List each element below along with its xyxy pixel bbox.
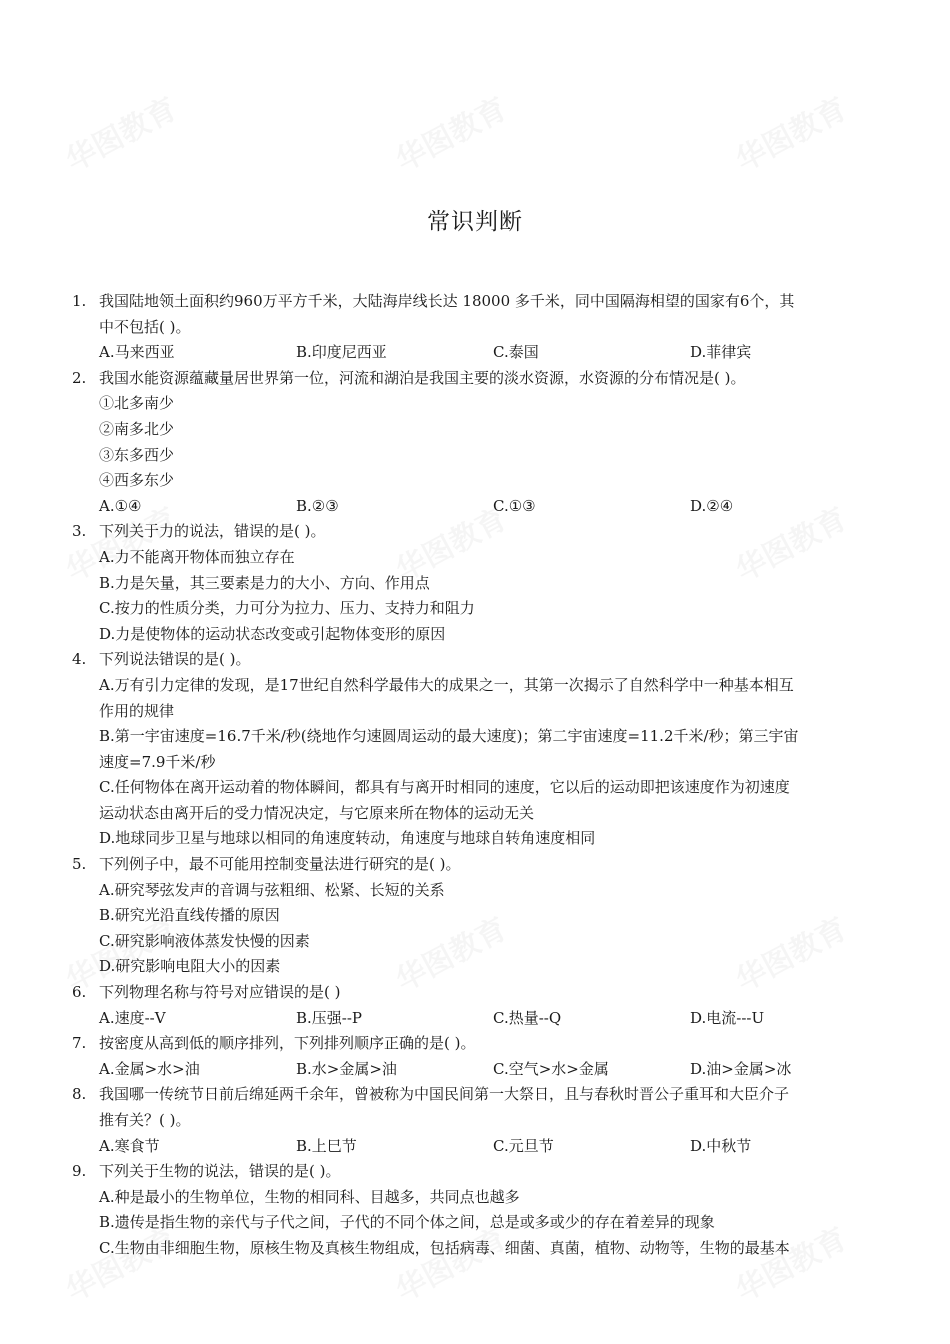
question-4 bbox=[72, 647, 880, 852]
option-c[interactable]: C.按力的性质分类，力可分为拉力、压力、支持力和阻力 bbox=[99, 599, 475, 618]
option-c[interactable]: C.元旦节 bbox=[493, 1136, 554, 1155]
option-a[interactable]: A.研究琴弦发声的音调与弦粗细、松紧、长短的关系 bbox=[99, 880, 445, 899]
question-number: 3. bbox=[72, 522, 87, 541]
option-b[interactable]: B.遗传是指生物的亲代与子代之间，子代的不同个体之间，总是或多或少的存在着差异的现象 bbox=[99, 1213, 715, 1232]
option-d[interactable]: D.菲律宾 bbox=[690, 343, 752, 362]
option-text: B.第一宇宙速度=16.7千米/秒(绕地作匀速圆周运动的最大速度)；第二宇宙速度=11.2千米/秒；第三宇宙 bbox=[99, 727, 799, 746]
option-c[interactable]: C.热量--Q bbox=[493, 1008, 562, 1027]
option-d[interactable]: D.②④ bbox=[690, 496, 734, 515]
option-c[interactable]: C.泰国 bbox=[493, 343, 539, 362]
watermark-text bbox=[57, 84, 184, 179]
option-c[interactable] bbox=[99, 775, 880, 826]
question-7 bbox=[72, 1031, 880, 1082]
question-list bbox=[72, 289, 880, 1262]
option-row bbox=[99, 1006, 880, 1032]
option-text: 运动状态由离开后的受力情况决定，与它原来所在物体的运动无关 bbox=[99, 803, 535, 822]
option-text: A.万有引力定律的发现，是17世纪自然科学最伟大的成果之一，其第一次揭示了自然科学中一种基本相互 bbox=[99, 675, 794, 694]
question-stem: 我国水能资源蕴藏量居世界第一位，河流和湖泊是我国主要的淡水资源，水资源的分布情况是( )。 bbox=[99, 368, 746, 387]
question-stem: 我国陆地领土面积约960万平方千米，大陆海岸线长达 18000 多千米，同中国隔海相望的国家有6个，其 bbox=[99, 292, 795, 310]
option-text: 速度=7.9千米/秒 bbox=[99, 752, 216, 771]
option-a[interactable]: A.金属>水>油 bbox=[99, 1059, 200, 1078]
question-stem: 按密度从高到低的顺序排列，下列排列顺序正确的是( )。 bbox=[99, 1034, 476, 1053]
option-a[interactable]: A.力不能离开物体而独立存在 bbox=[99, 547, 295, 566]
question-stem: 下列物理名称与符号对应错误的是( ) bbox=[99, 983, 341, 1002]
statement-item: ②南多北少 bbox=[99, 419, 175, 438]
option-row bbox=[99, 1057, 880, 1083]
question-stem: 下列例子中，最不可能用控制变量法进行研究的是( )。 bbox=[99, 855, 461, 874]
option-d[interactable]: D.中秋节 bbox=[690, 1136, 752, 1155]
question-stem: 下列关于生物的说法，错误的是( )。 bbox=[99, 1162, 341, 1181]
option-row bbox=[99, 340, 880, 366]
option-text: 作用的规律 bbox=[99, 701, 175, 720]
option-a[interactable]: A.速度--V bbox=[99, 1008, 166, 1027]
watermark-text bbox=[387, 84, 514, 179]
option-text: D.地球同步卫星与地球以相同的角速度转动，角速度与地球自转角速度相同 bbox=[99, 829, 596, 848]
page-title: 常识判断 bbox=[427, 209, 523, 235]
question-stem: 我国哪一传统节日前后绵延两千余年，曾被称为中国民间第一大祭日，且与春秋时晋公子重耳和大臣介子 bbox=[99, 1085, 790, 1104]
statement-item: ③东多西少 bbox=[99, 445, 175, 464]
question-8 bbox=[72, 1082, 880, 1159]
option-b[interactable]: B.研究光沿直线传播的原因 bbox=[99, 906, 280, 925]
option-d[interactable]: D.油>金属>冰 bbox=[690, 1059, 792, 1078]
question-6 bbox=[72, 980, 880, 1031]
option-a[interactable]: A.种是最小的生物单位，生物的相同科、目越多，共同点也越多 bbox=[99, 1187, 520, 1206]
question-number: 5. bbox=[72, 855, 87, 874]
option-b[interactable]: B.②③ bbox=[296, 496, 339, 515]
option-b[interactable]: B.力是矢量，其三要素是力的大小、方向、作用点 bbox=[99, 573, 430, 592]
option-c[interactable]: C.空气>水>金属 bbox=[493, 1059, 609, 1078]
option-a[interactable]: A.①④ bbox=[99, 496, 142, 515]
watermark-text bbox=[727, 84, 854, 179]
option-b[interactable]: B.印度尼西亚 bbox=[296, 343, 387, 362]
question-2 bbox=[72, 366, 880, 520]
option-b[interactable]: B.水>金属>油 bbox=[296, 1059, 397, 1078]
option-a[interactable]: A.马来西亚 bbox=[99, 343, 175, 362]
option-a[interactable] bbox=[99, 673, 880, 724]
option-d[interactable]: D.电流---U bbox=[690, 1008, 765, 1027]
question-3 bbox=[72, 519, 880, 647]
statement-item: ④西多东少 bbox=[99, 471, 175, 490]
question-stem: 下列说法错误的是( )。 bbox=[99, 650, 251, 669]
option-c[interactable]: C.生物由非细胞生物，原核生物及真核生物组成，包括病毒、细菌、真菌，植物、动物等，生物的最基本 bbox=[99, 1238, 790, 1257]
statement-item: ①北多南少 bbox=[99, 394, 175, 413]
question-9 bbox=[72, 1159, 880, 1261]
question-stem: 中不包括( )。 bbox=[99, 317, 191, 336]
question-number: 9. bbox=[72, 1162, 87, 1181]
option-c[interactable]: C.①③ bbox=[493, 496, 536, 515]
option-row bbox=[99, 1134, 880, 1160]
question-number: 7. bbox=[72, 1034, 87, 1053]
option-d[interactable] bbox=[99, 826, 880, 852]
question-number: 2. bbox=[72, 368, 87, 387]
question-stem: 推有关？( )。 bbox=[99, 1111, 191, 1129]
question-stem: 下列关于力的说法，错误的是( )。 bbox=[99, 522, 326, 541]
option-text: C.任何物体在离开运动着的物体瞬间，都具有与离开时相同的速度，它以后的运动即把该速度作为初速度 bbox=[99, 778, 790, 797]
question-number: 1. bbox=[72, 292, 87, 310]
option-row bbox=[99, 494, 880, 520]
question-1 bbox=[72, 289, 880, 366]
option-b[interactable] bbox=[99, 724, 880, 775]
option-a[interactable]: A.寒食节 bbox=[99, 1136, 160, 1155]
option-c[interactable]: C.研究影响液体蒸发快慢的因素 bbox=[99, 931, 310, 950]
question-number: 8. bbox=[72, 1085, 87, 1104]
option-b[interactable]: B.上巳节 bbox=[296, 1136, 357, 1155]
question-5 bbox=[72, 852, 880, 980]
option-b[interactable]: B.压强--P bbox=[296, 1008, 363, 1027]
question-number: 4. bbox=[72, 650, 87, 669]
question-number: 6. bbox=[72, 983, 87, 1002]
option-d[interactable]: D.力是使物体的运动状态改变或引起物体变形的原因 bbox=[99, 624, 446, 643]
option-d[interactable]: D.研究影响电阻大小的因素 bbox=[99, 957, 281, 976]
